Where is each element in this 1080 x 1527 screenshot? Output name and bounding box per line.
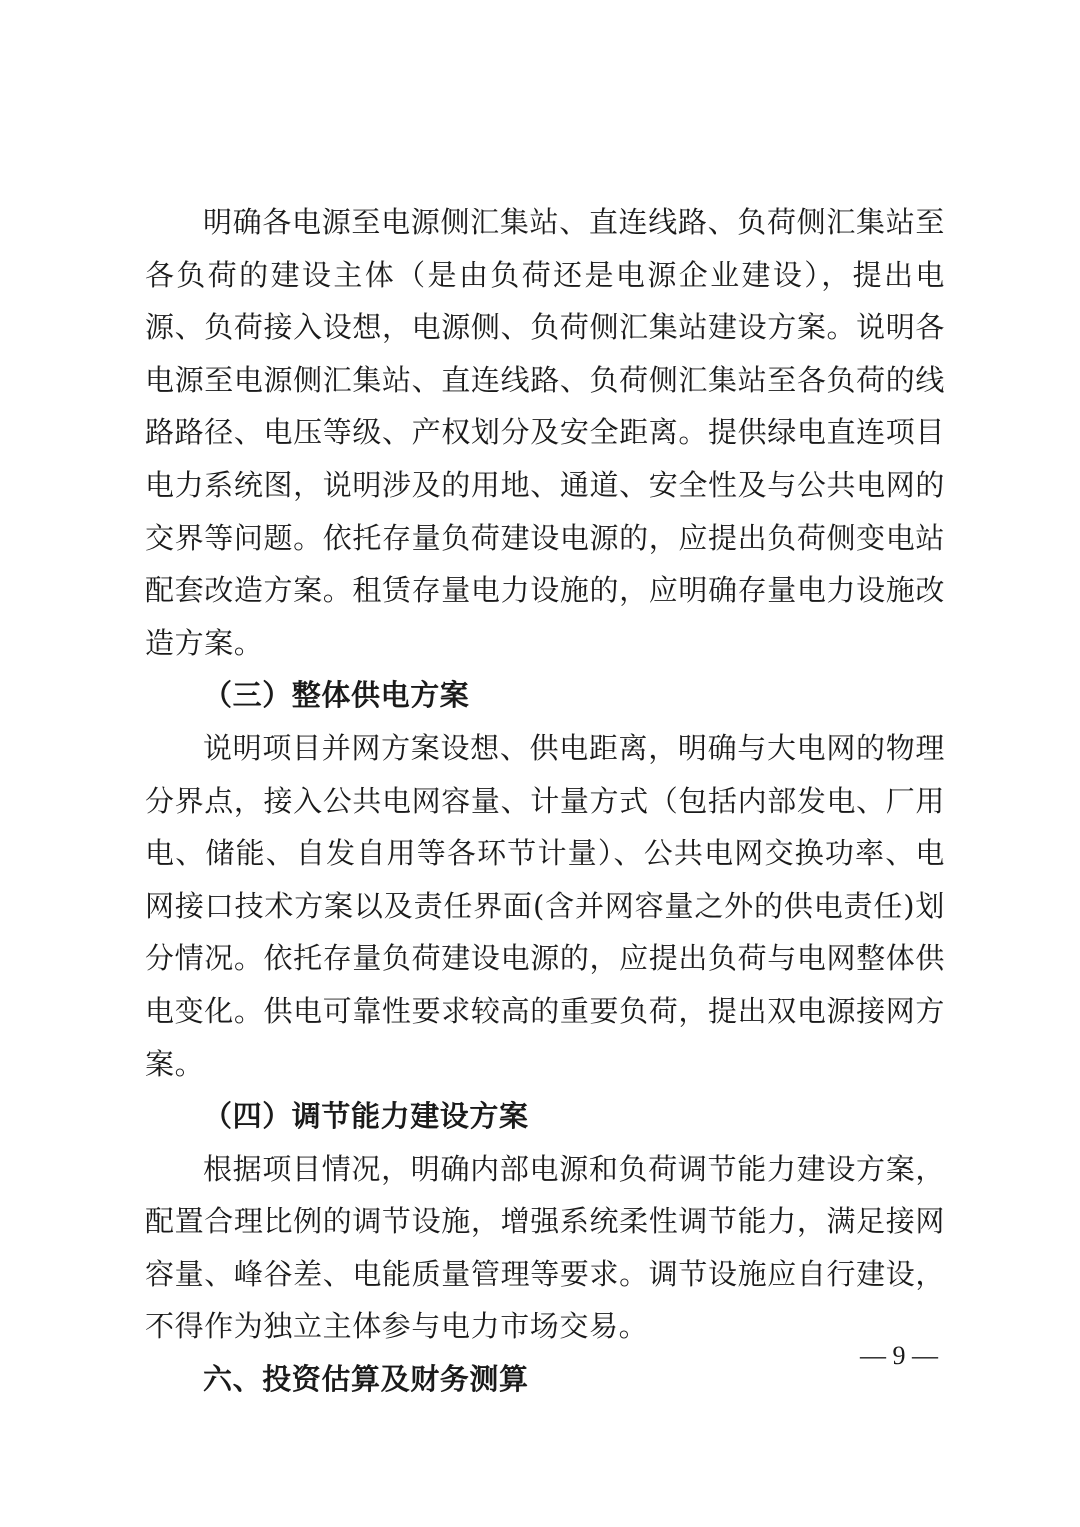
- paragraph-connection-design: 明确各电源至电源侧汇集站、直连线路、负荷侧汇集站至各负荷的建设主体（是由负荷还是电源企业建设），提出电源、负荷接入设想，电源侧、负荷侧汇集站建设方案。说明各电源至电源侧汇集站、直连线路、负荷侧汇集站至各负荷的线路路径、电压等级、产权划分及安全距离。提供绿电直连项目电力系统图，说明涉及的用地、通道、安全性及与公共电网的交界等问题。依托存量负荷建设电源的，应提出负荷侧变电站配套改造方案。租赁存量电力设施的，应明确存量电力设施改造方案。: [145, 205, 945, 660]
- section-heading-investment: 六、投资估算及财务测算: [203, 1362, 529, 1397]
- document-body: [145, 196, 945, 1406]
- paragraph-regulation: 根据项目情况，明确内部电源和负荷调节能力建设方案，配置合理比例的调节设施，增强系统柔性调节能力，满足接网容量、峰谷差、电能质量管理等要求。调节设施应自行建设，不得作为独立主体参与电力市场交易。: [145, 1151, 945, 1344]
- paragraph-power-supply: 说明项目并网方案设想、供电距离，明确与大电网的物理分界点，接入公共电网容量、计量方式（包括内部发电、厂用电、储能、自发自用等各环节计量）、公共电网交换功率、电网接口技术方案以及责任界面(含并网容量之外的供电责任)划分情况。依托存量负荷建设电源的，应提出负荷与电网整体供电变化。供电可靠性要求较高的重要负荷，提出双电源接网方案。: [145, 730, 945, 1081]
- section-heading-power-supply: （三）整体供电方案: [203, 678, 470, 713]
- page-number: — 9 —: [860, 1341, 938, 1370]
- section-heading-regulation: （四）调节能力建设方案: [203, 1099, 529, 1134]
